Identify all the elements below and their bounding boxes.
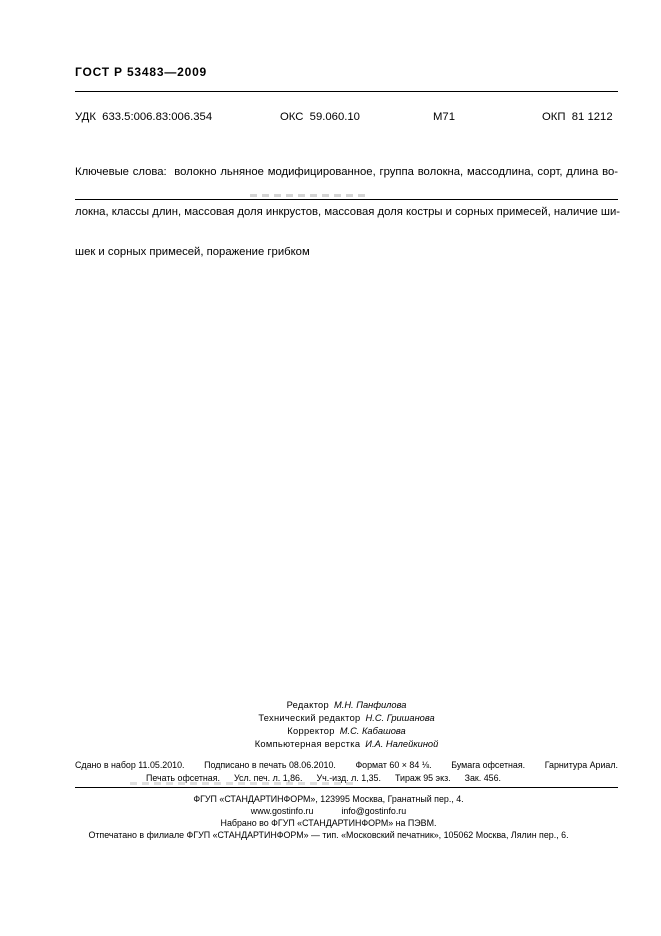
imprint-rule	[75, 787, 618, 788]
credit-role: Технический редактор	[258, 713, 361, 723]
credit-role: Компьютерная верстка	[254, 739, 361, 749]
standard-number: ГОСТ Р 53483—2009	[75, 65, 208, 79]
credit-role: Редактор	[286, 700, 329, 710]
credit-line	[75, 712, 618, 725]
colophon-segment: Формат 60 × 84 ⅛.	[355, 760, 432, 770]
email-text: info@gostinfo.ru	[341, 806, 407, 816]
colophon-line-2	[75, 773, 618, 783]
colophon-segment: Усл. печ. л. 1,86.	[234, 772, 303, 783]
website-text: www.gostinfo.ru	[250, 806, 314, 816]
colophon-segment: Бумага офсетная.	[451, 760, 526, 770]
colophon-segment: Подписано в печать 08.06.2010.	[204, 760, 336, 770]
credit-name: Н.С. Гришанова	[365, 713, 435, 723]
credit-role: Корректор	[287, 726, 335, 736]
keywords-line: локна, классы длин, массовая доля инкрустов, массовая доля костры и сорных примесей, наличие ши-	[75, 206, 621, 219]
credit-line	[75, 699, 618, 712]
credits-block	[75, 699, 618, 751]
classification-row	[75, 111, 618, 123]
credit-line	[75, 725, 618, 738]
publisher-address: ФГУП «СТАНДАРТИНФОРМ», 123995 Москва, Гранатный пер., 4.	[193, 794, 464, 804]
credit-name: М.С. Кабашова	[339, 726, 406, 736]
document-group-code: М71	[433, 111, 455, 123]
credit-name: М.Н. Панфилова	[334, 700, 407, 710]
top-rule	[75, 91, 618, 92]
keywords-line: Ключевые слова: волокно льняное модифицированное, группа волокна, массодлина, сорт, длина во-	[75, 165, 618, 178]
typesetting-note: Набрано во ФГУП «СТАНДАРТИНФОРМ» на ПЭВМ.	[220, 818, 437, 828]
imprint-block	[75, 793, 618, 841]
scan-artifact	[250, 194, 368, 197]
udk-code: УДК 633.5:006.83:006.354	[75, 111, 213, 123]
printing-note: Отпечатано в филиале ФГУП «СТАНДАРТИНФОРМ» — тип. «Московский печатник», 105062 Москва, Лялин пер., 6.	[88, 830, 569, 840]
oks-code: ОКС 59.060.10	[280, 111, 360, 123]
keywords-line: шек и сорных примесей, поражение грибком	[75, 246, 310, 259]
scan-artifact	[130, 782, 358, 785]
keywords-rule	[75, 199, 618, 200]
publisher-contacts	[75, 805, 582, 817]
credit-line	[75, 738, 618, 751]
colophon-segment: Зак. 456.	[464, 772, 501, 783]
credit-name: И.А. Налейкиной	[365, 739, 439, 749]
keywords-paragraph	[75, 139, 621, 286]
colophon-line-1	[75, 760, 618, 770]
colophon-segment: Тираж 95 экз.	[394, 772, 451, 783]
okp-code: ОКП 81 1212	[542, 111, 613, 123]
colophon-segment: Сдано в набор 11.05.2010.	[75, 760, 185, 770]
colophon-segment: Гарнитура Ариал.	[544, 760, 618, 770]
colophon-segment: Печать офсетная.	[145, 772, 221, 783]
colophon-segment: Уч.-изд. л. 1,35.	[316, 772, 381, 783]
